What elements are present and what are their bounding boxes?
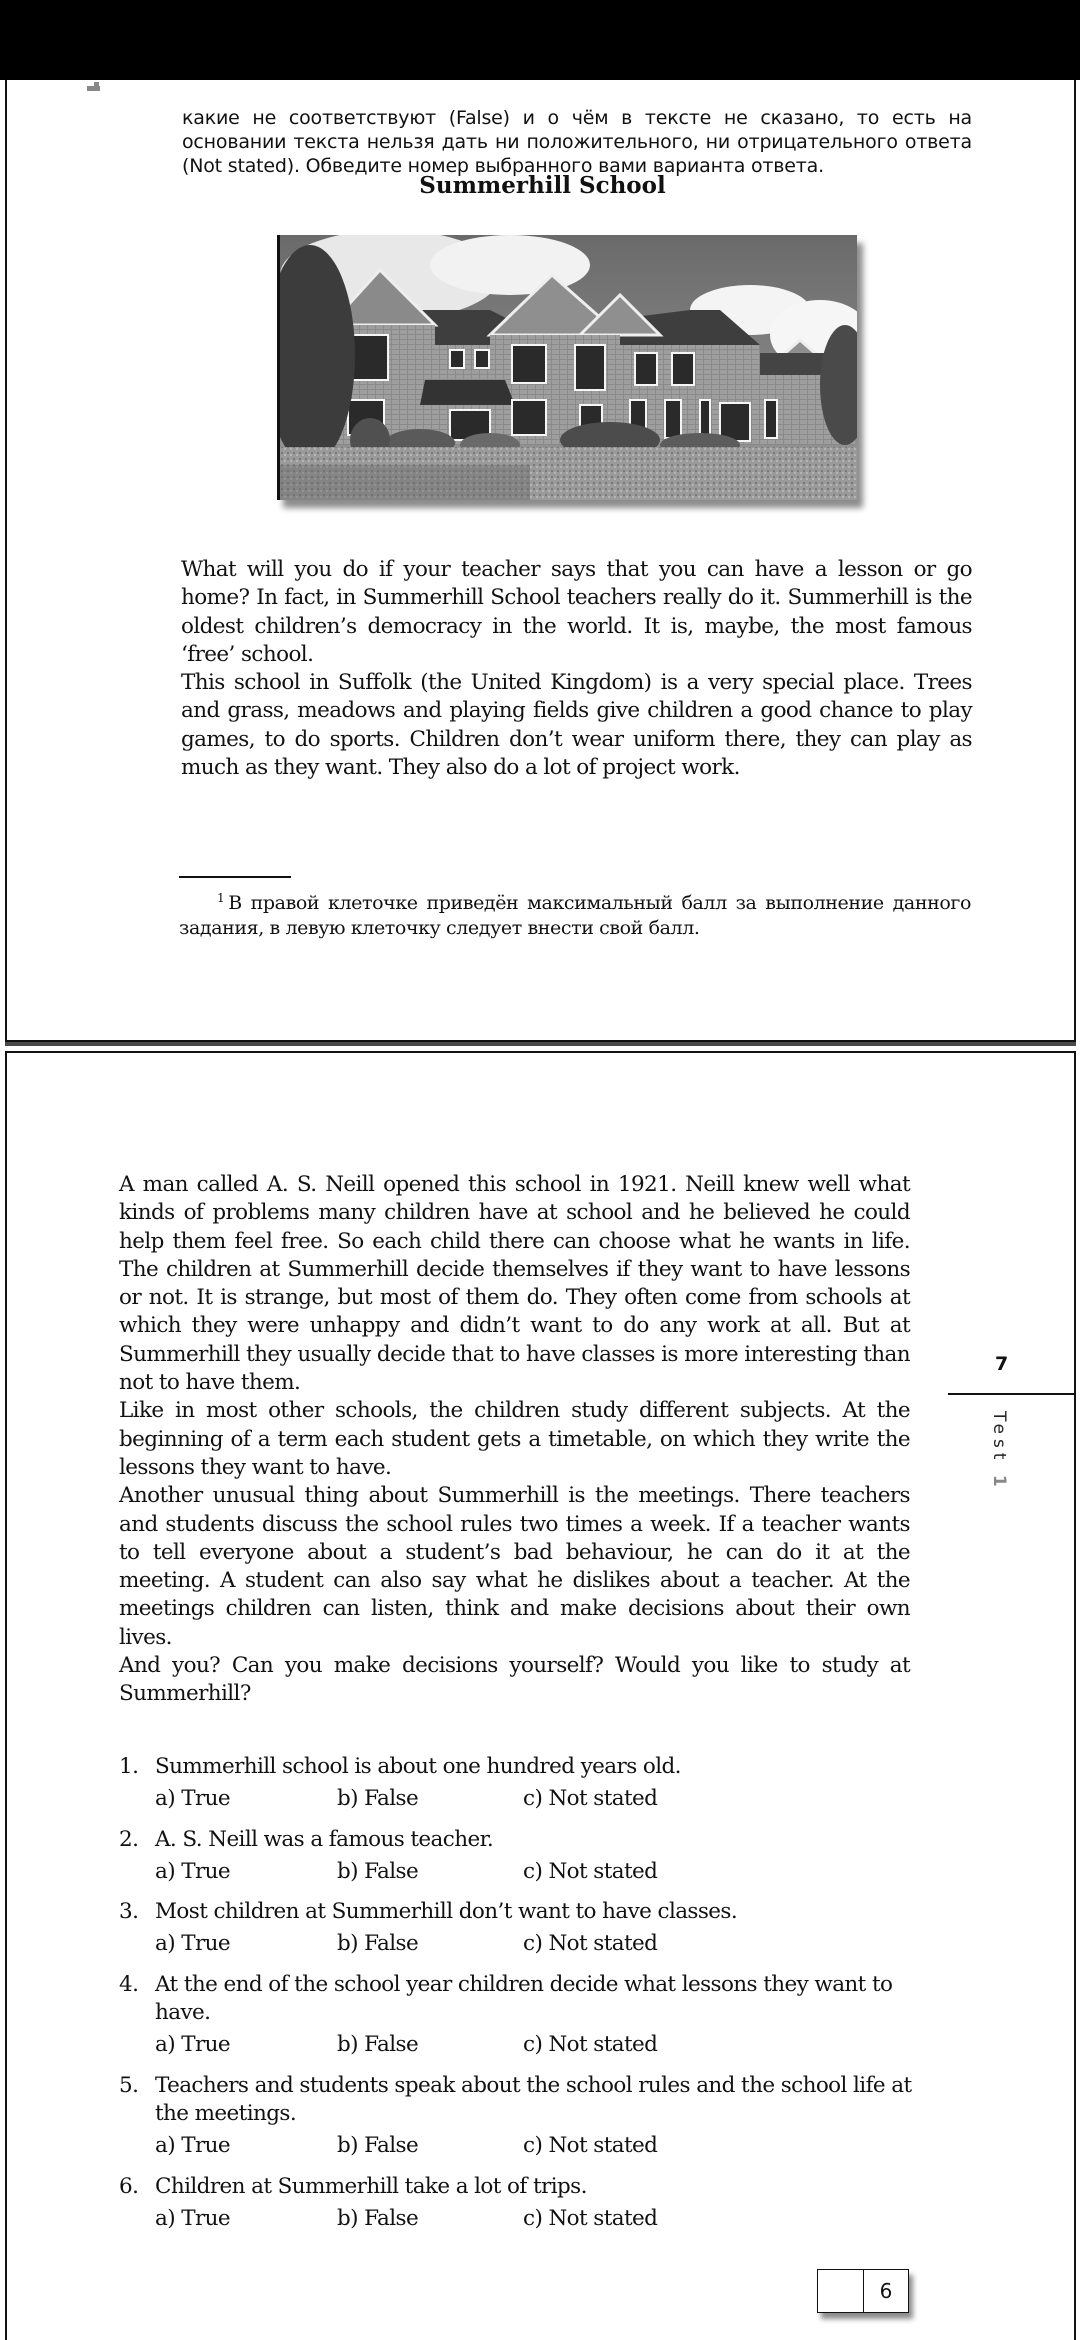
option-false[interactable]: b) False [337, 1931, 419, 1957]
corner-mark-icon [87, 86, 100, 91]
page-number: 7 [995, 1353, 1009, 1375]
option-true[interactable]: a) True [155, 2032, 231, 2058]
footnote [179, 886, 971, 941]
paragraph: Another unusual thing about Summerhill is the meetings. There teachers and students discuss the school rules two times a week. If a teacher wants to tell everyone about a student’s bad behaviour, he can do it at the meeting. A student can also say what he dislikes about a teacher. At the meetings children can listen, think and make decisions about their own lives. [119, 1483, 910, 1650]
question-text: Children at Summerhill take a lot of trips. [155, 2173, 587, 2199]
option-false[interactable]: b) False [337, 2133, 419, 2159]
question-text: Summerhill school is about one hundred years old. [155, 1754, 681, 1779]
footnote-text: В правой клеточке приведён максимальный балл за выполнение данного задания, в левую клеточку следует внести свой балл. [179, 892, 971, 939]
section-label: Test 1 [989, 1411, 1009, 1492]
question-text: Most children at Summerhill don’t want to have classes. [155, 1899, 738, 1925]
question-4 [119, 1971, 919, 2060]
page-1 [5, 40, 1076, 1042]
page-2 [5, 1051, 1076, 2340]
question-number: 2. [119, 1826, 139, 1852]
task-instruction: какие не соответствуют (False) и о чём в тексте не сказано, то есть на основании текста нельзя дать ни положительного, ни отрицательного ответа (Not stated). Обведите номер выбранного вами варианта ответа. [182, 107, 972, 177]
option-true[interactable]: a) True [155, 2133, 231, 2159]
question-number: 3. [119, 1899, 139, 1925]
question-number: 4. [119, 1971, 139, 1997]
option-not-stated[interactable]: c) Not stated [523, 1858, 658, 1884]
option-false[interactable]: b) False [337, 1858, 419, 1884]
question-number: 5. [119, 2072, 139, 2098]
option-not-stated[interactable]: c) Not stated [523, 2032, 658, 2058]
option-not-stated[interactable]: c) Not stated [523, 1931, 658, 1957]
paragraph: Like in most other schools, the children study different subjects. At the beginning of a term each student gets a timetable, on which they write the lessons they want to have. [119, 1398, 910, 1480]
own-score-cell[interactable] [817, 2269, 863, 2313]
question-number: 1. [119, 1754, 139, 1779]
option-not-stated[interactable]: c) Not stated [523, 2133, 658, 2159]
question-3 [119, 1898, 919, 1959]
score-box [817, 2269, 909, 2313]
question-text: At the end of the school year children decide what lessons they want to have. [155, 1971, 893, 2026]
max-score-cell: 6 [863, 2269, 909, 2313]
school-photo [277, 235, 857, 500]
side-divider [948, 1393, 1076, 1395]
option-false[interactable]: b) False [337, 1786, 419, 1812]
text-title: Summerhill School [419, 172, 666, 199]
option-not-stated[interactable]: c) Not stated [523, 2205, 658, 2231]
question-2 [119, 1826, 919, 1887]
question-text: Teachers and students speak about the school rules and the school life at the meetings. [155, 2072, 912, 2126]
question-list [119, 1753, 919, 2245]
question-number: 6. [119, 2173, 139, 2199]
question-text: A. S. Neill was a famous teacher. [155, 1826, 494, 1852]
text-paragraphs-page2 [119, 1171, 910, 1709]
question-6 [119, 2173, 919, 2234]
photo-house-icon [280, 235, 857, 500]
footnote-mark: 1 [217, 891, 225, 905]
option-false[interactable]: b) False [337, 2205, 419, 2231]
top-black-bar [0, 0, 1080, 80]
paragraph: This school in Suffolk (the United Kingdom) is a very special place. Trees and grass, meadows and playing fields give children a good chance to play games, to do sports. Children don’t wear uniform there, they can play as much as they want. They also do a lot of project work. [181, 670, 972, 781]
question-1 [119, 1753, 919, 1814]
option-true[interactable]: a) True [155, 1786, 231, 1812]
option-false[interactable]: b) False [337, 2032, 419, 2058]
paragraph: What will you do if your teacher says that you can have a lesson or go home? In fact, in Summerhill School teachers really do it. Summerhill is the oldest children’s democracy in the world. It is, maybe, the most famous ‘free’ school. [181, 557, 972, 667]
footnote-divider [179, 876, 291, 878]
section-number: 1 [989, 1474, 1009, 1492]
option-not-stated[interactable]: c) Not stated [523, 1786, 658, 1812]
paragraph: A man called A. S. Neill opened this school in 1921. Neill knew well what kinds of problems many children have at school and he believed he could help them feel free. So each child there can choose what he wants in life. The children at Summerhill decide themselves if they want to have lessons or not. It is strange, but most of them do. They often come from schools at which they were unhappy and didn’t want to do any work at all. But at Summerhill they usually decide that to have classes is more interesting than not to have them. [119, 1172, 910, 1396]
option-true[interactable]: a) True [155, 1858, 231, 1884]
paragraph: And you? Can you make decisions yourself? Would you like to study at Summerhill? [119, 1653, 910, 1707]
question-5 [119, 2072, 919, 2161]
text-paragraphs-page1 [181, 556, 972, 782]
option-true[interactable]: a) True [155, 2205, 231, 2231]
option-true[interactable]: a) True [155, 1931, 231, 1957]
